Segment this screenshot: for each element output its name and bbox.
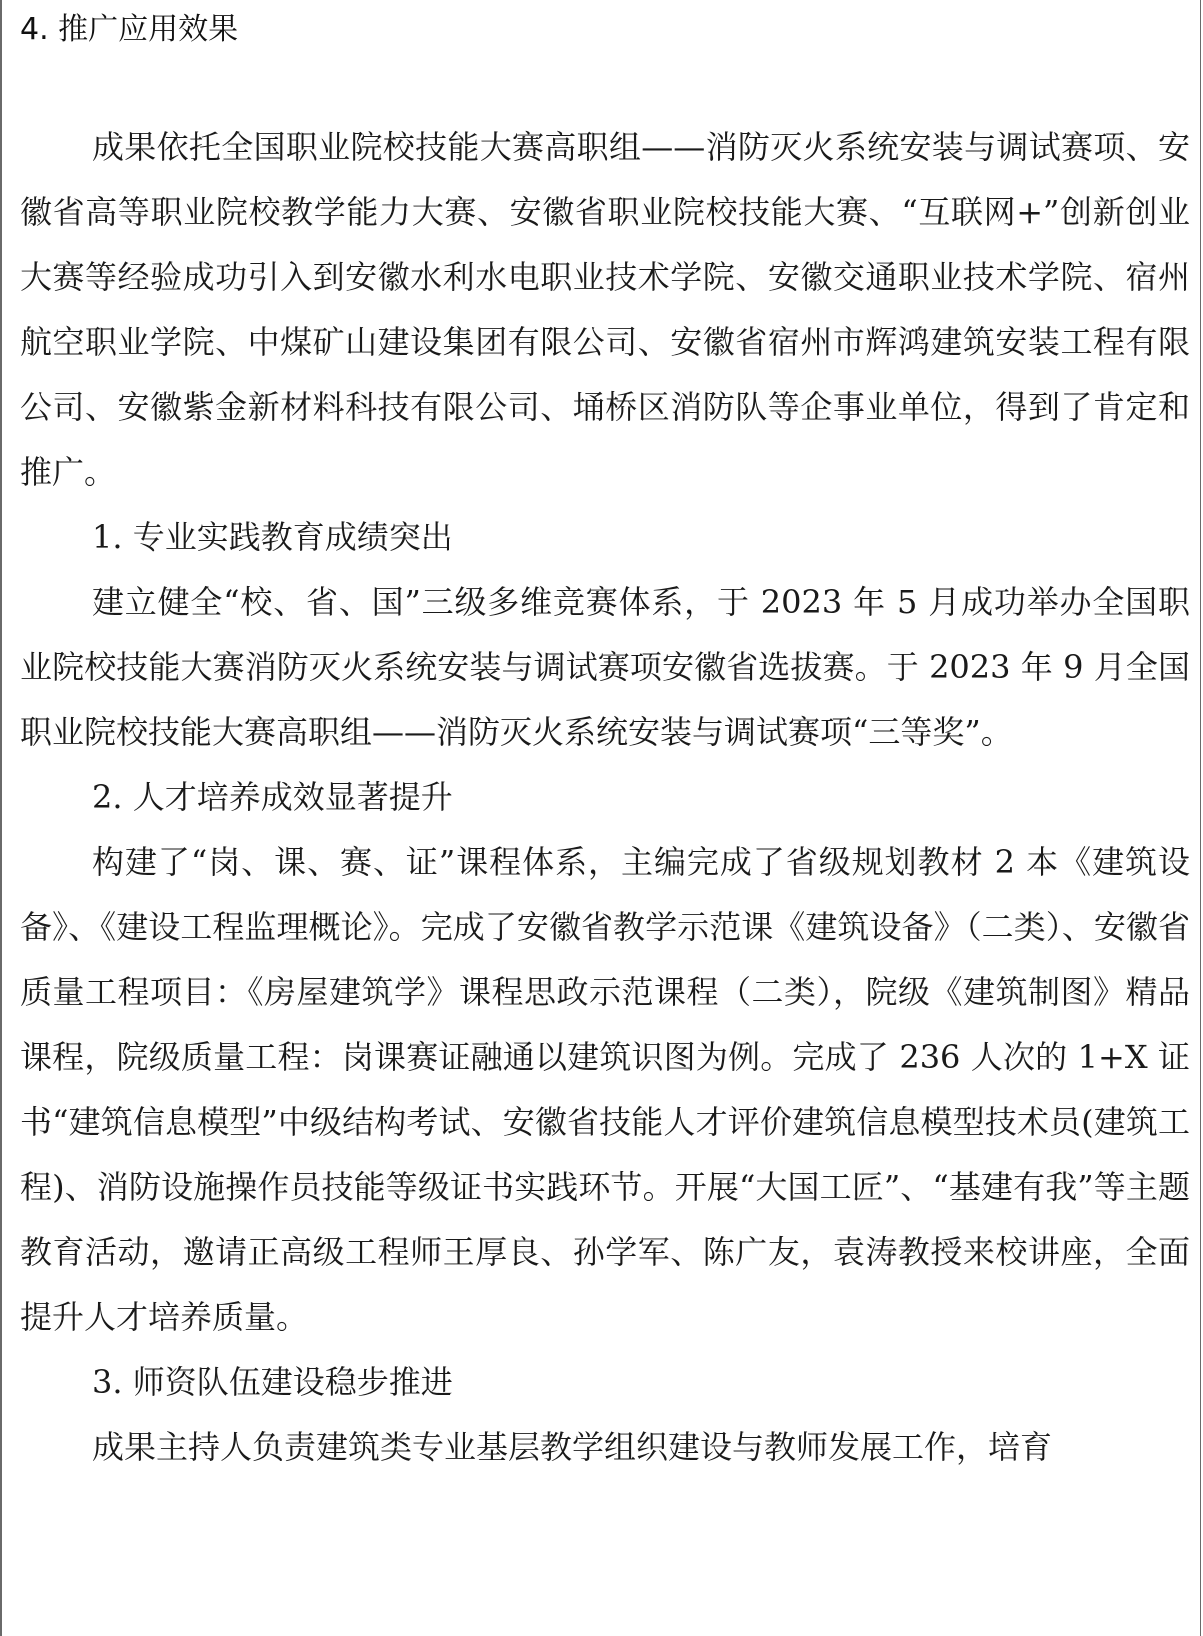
paragraph-curriculum-system: 构建了“岗、课、赛、证”课程体系，主编完成了省级规划教材 2 本《建筑设备》、《建设工程监理概论》。完成了安徽省教学示范课《建筑设备》（二类）、安徽省质量工程项目：《房屋建筑学》课程思政示范课程（二类），院级《建筑制图》精品课程，院级质量工程：岗课赛证融通以建筑识图为例。完成了 236 人次的 1+X 证书“建筑信息模型”中级结构考试、安徽省技能人才评价建筑信息模型技术员(建筑工程)、消防设施操作员技能等级证书实践环节。开展“大国工匠”、“基建有我”等主题教育活动，邀请正高级工程师王厚良、孙学军、陈广友，袁涛教授来校讲座，全面提升人才培养质量。 — [20, 843, 1190, 1336]
paragraph-faculty-work: 成果主持人负责建筑类专业基层教学组织建设与教师发展工作，培育 — [92, 1428, 1053, 1466]
subheading-faculty-building: 3. 师资队伍建设稳步推进 — [92, 1363, 453, 1401]
section-heading: 4. 推广应用效果 — [20, 12, 239, 47]
paragraph-intro: 成果依托全国职业院校技能大赛高职组——消防灭火系统安装与调试赛项、安徽省高等职业院校教学能力大赛、安徽省职业院校技能大赛、“互联网+”创新创业大赛等经验成功引入到安徽水利水电职业技术学院、安徽交通职业技术学院、宿州航空职业学院、中煤矿山建设集团有限公司、安徽省宿州市辉鸿建筑安装工程有限公司、安徽紫金新材料科技有限公司、埇桥区消防队等企事业单位，得到了肯定和推广。 — [20, 128, 1190, 491]
subheading-practice-education: 1. 专业实践教育成绩突出 — [92, 518, 453, 556]
paragraph-competition-system: 建立健全“校、省、国”三级多维竞赛体系，于 2023 年 5 月成功举办全国职业院校技能大赛消防灭火系统安装与调试赛项安徽省选拔赛。于 2023 年 9 月全国职业院校技能大赛高职组——消防灭火系统安装与调试赛项“三等奖”。 — [20, 583, 1190, 751]
subheading-talent-cultivation: 2. 人才培养成效显著提升 — [92, 778, 453, 816]
document-body — [20, 115, 1190, 1480]
